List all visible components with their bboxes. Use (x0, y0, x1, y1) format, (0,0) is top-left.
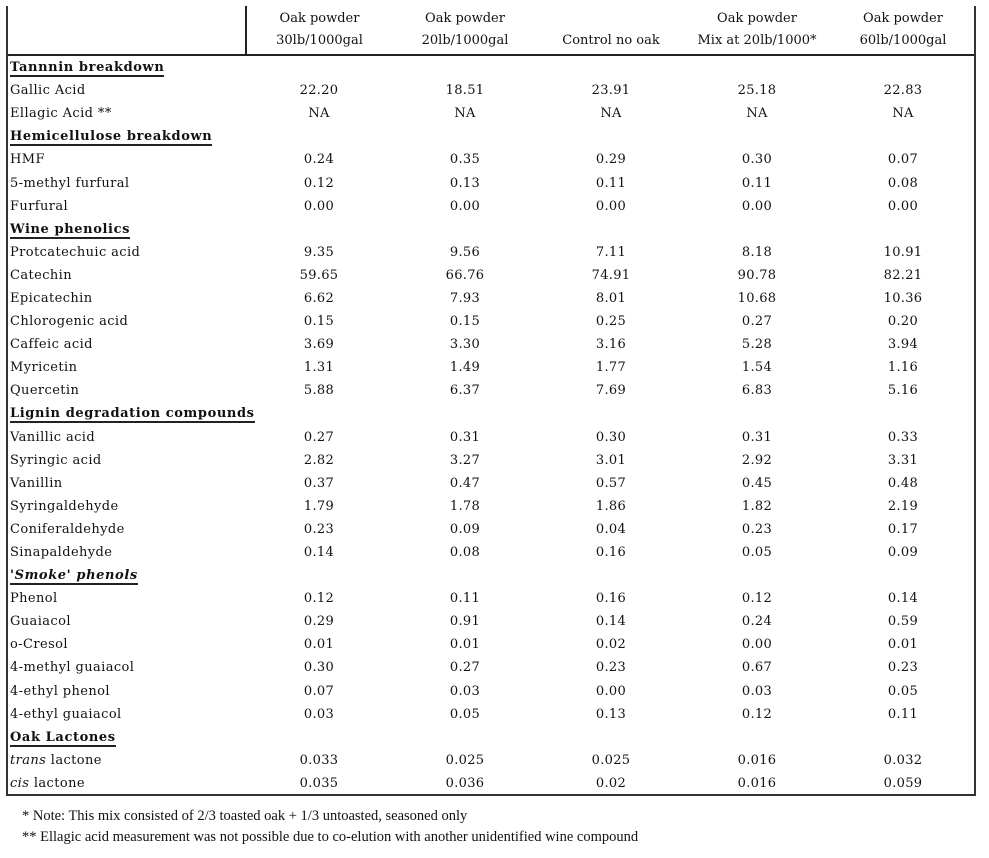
col-header-line1: Oak powder (863, 11, 943, 26)
value-cell: 7.69 (595, 383, 627, 399)
value-cell: 0.02 (595, 775, 627, 791)
table-row (6, 379, 976, 402)
value-cell: 0.05 (741, 545, 773, 561)
row-label: HMF (10, 152, 45, 168)
value-cell: 74.91 (591, 267, 631, 283)
value-cell: 59.65 (299, 267, 339, 283)
table-row (6, 426, 976, 449)
row-label: Caffeic acid (10, 337, 93, 353)
section-title: 'Smoke' phenols (10, 568, 138, 584)
section-title: Wine phenolics (10, 221, 131, 237)
row-label: 4-ethyl phenol (10, 683, 110, 699)
oak-compounds-table (6, 6, 976, 795)
value-cell: 1.79 (303, 498, 335, 514)
row-label: 4-ethyl guaiacol (10, 706, 122, 722)
table-row (6, 148, 976, 171)
value-cell: 0.23 (741, 521, 773, 537)
value-cell: 0.23 (303, 521, 335, 537)
value-cell: 10.91 (883, 244, 923, 260)
value-cell: 0.00 (449, 198, 481, 214)
value-cell: 0.12 (303, 175, 335, 191)
value-cell: 5.28 (741, 337, 773, 353)
value-cell: 0.07 (303, 683, 335, 699)
value-cell: 0.00 (887, 198, 919, 214)
value-cell: 0.30 (595, 429, 627, 445)
section-title-cell (6, 564, 976, 587)
value-cell: 0.02 (595, 637, 627, 653)
table-row (6, 772, 976, 795)
value-cell: 1.77 (595, 360, 627, 376)
value-cell: 0.15 (303, 314, 335, 330)
footnotes (22, 806, 638, 848)
section-header-row (6, 125, 976, 148)
table-row (6, 241, 976, 264)
col-header-line1: Oak powder (717, 11, 797, 26)
row-label-suffix: lactone (29, 775, 85, 791)
value-cell: 0.025 (445, 752, 485, 768)
table-row (6, 287, 976, 310)
table-row (6, 518, 976, 541)
value-cell: 0.00 (741, 198, 773, 214)
value-cell: 0.01 (887, 637, 919, 653)
value-cell: 0.059 (883, 775, 923, 791)
col-header-line1 (538, 6, 684, 30)
col-header-line1: Oak powder (279, 11, 360, 26)
row-label: o-Cresol (10, 637, 68, 653)
value-cell: 0.01 (303, 637, 335, 653)
section-header-row (6, 402, 976, 425)
value-cell: NA (892, 106, 914, 122)
value-cell: 1.86 (595, 498, 627, 514)
section-header-row (6, 564, 976, 587)
row-label: 4-methyl guaiacol (10, 660, 135, 676)
value-cell: 0.37 (303, 475, 335, 491)
value-cell: 0.91 (449, 614, 481, 630)
value-cell: 0.14 (595, 614, 627, 630)
value-cell: 10.68 (737, 290, 777, 306)
value-cell: 0.03 (741, 683, 773, 699)
value-cell: 0.11 (741, 175, 773, 191)
table-row (6, 472, 976, 495)
value-cell: 5.16 (887, 383, 919, 399)
value-cell: 3.01 (595, 452, 627, 468)
section-header-row (6, 218, 976, 241)
value-cell: 0.08 (887, 175, 919, 191)
footnote-ellagic: ** Ellagic acid measurement was not possible due to co-elution with another unidentified wine compound (22, 829, 639, 845)
table-row (6, 495, 976, 518)
value-cell: 0.05 (449, 706, 481, 722)
value-cell: 0.036 (445, 775, 485, 791)
section-title: Tannnin breakdown (10, 60, 165, 76)
value-cell: 0.11 (595, 175, 627, 191)
value-cell: 0.11 (449, 591, 481, 607)
section-title: Oak Lactones (10, 729, 116, 745)
row-label: 5-methyl furfural (10, 175, 130, 191)
value-cell: 0.47 (449, 475, 481, 491)
row-label: Coniferaldehyde (10, 521, 125, 537)
row-label: Myricetin (10, 360, 78, 376)
value-cell: 0.00 (303, 198, 335, 214)
value-cell: 0.35 (449, 152, 481, 168)
value-cell: 3.30 (449, 337, 481, 353)
row-label: Sinapaldehyde (10, 545, 113, 561)
row-label: Quercetin (10, 383, 80, 399)
value-cell: 0.03 (449, 683, 481, 699)
value-cell: 0.27 (449, 660, 481, 676)
row-label: Vanillin (10, 475, 63, 491)
value-cell: 0.48 (887, 475, 919, 491)
data-table-container (6, 6, 976, 795)
value-cell: 23.91 (591, 83, 631, 99)
value-cell: 22.83 (883, 83, 923, 99)
value-cell: 0.033 (299, 752, 339, 768)
section-title-cell (6, 218, 976, 241)
value-cell: 0.016 (737, 775, 777, 791)
row-label: Chlorogenic acid (10, 314, 129, 330)
table-row (6, 310, 976, 333)
value-cell: 0.12 (741, 591, 773, 607)
value-cell: 5.88 (303, 383, 335, 399)
value-cell: 0.29 (595, 152, 627, 168)
value-cell: 0.11 (887, 706, 919, 722)
value-cell: 2.82 (303, 452, 335, 468)
value-cell: 1.49 (449, 360, 481, 376)
table-row (6, 703, 976, 726)
value-cell: 3.31 (887, 452, 919, 468)
table-row (6, 171, 976, 194)
section-header-row (6, 726, 976, 749)
value-cell: 0.00 (595, 683, 627, 699)
row-label (6, 749, 246, 772)
table-row (6, 541, 976, 564)
footnote-mix: * Note: This mix consisted of 2/3 toasted oak + 1/3 untoasted, seasoned only (22, 808, 468, 824)
value-cell: 0.09 (449, 521, 481, 537)
section-title-cell (6, 125, 976, 148)
col-header-line2: 20lb/1000gal (392, 30, 538, 55)
value-cell: 22.20 (299, 83, 339, 99)
value-cell: 0.23 (887, 660, 919, 676)
value-cell: 0.15 (449, 314, 481, 330)
value-cell: 0.14 (887, 591, 919, 607)
value-cell: 90.78 (737, 267, 777, 283)
section-header-row (6, 55, 976, 79)
header-row-2 (6, 30, 976, 55)
table-row (6, 587, 976, 610)
col-header-line2: 60lb/1000gal (830, 30, 976, 55)
table-row (6, 264, 976, 287)
section-title-cell (6, 726, 976, 749)
col-header-line2: Mix at 20lb/1000* (684, 30, 830, 55)
value-cell: 0.30 (741, 152, 773, 168)
value-cell: 82.21 (883, 267, 923, 283)
value-cell: 9.56 (449, 244, 481, 260)
value-cell: 0.12 (303, 591, 335, 607)
header-row-1 (6, 6, 976, 30)
table-row (6, 356, 976, 379)
value-cell: 0.24 (741, 614, 773, 630)
value-cell: 1.31 (303, 360, 335, 376)
table-row (6, 656, 976, 679)
header-corner (6, 30, 246, 55)
value-cell: 0.16 (595, 591, 627, 607)
section-title-cell (6, 55, 976, 79)
table-row (6, 680, 976, 703)
value-cell: 0.67 (741, 660, 773, 676)
value-cell: NA (600, 106, 622, 122)
table-body (6, 55, 976, 795)
value-cell: 0.016 (737, 752, 777, 768)
value-cell: 8.18 (741, 244, 773, 260)
table-row (6, 610, 976, 633)
value-cell: 0.01 (449, 637, 481, 653)
row-label: Syringic acid (10, 452, 102, 468)
section-title-cell (6, 402, 976, 425)
value-cell: 6.83 (741, 383, 773, 399)
value-cell: 0.33 (887, 429, 919, 445)
value-cell: 0.09 (887, 545, 919, 561)
row-label: Ellagic Acid ** (10, 106, 112, 122)
header-corner (6, 6, 246, 30)
row-label: Vanillic acid (10, 429, 96, 445)
value-cell: 0.24 (303, 152, 335, 168)
row-label (6, 772, 246, 795)
table-row (6, 333, 976, 356)
value-cell: 1.54 (741, 360, 773, 376)
value-cell: 66.76 (445, 267, 485, 283)
value-cell: 0.27 (303, 429, 335, 445)
value-cell: 0.12 (741, 706, 773, 722)
row-label: Guaiacol (10, 614, 71, 630)
row-label: Furfural (10, 198, 69, 214)
value-cell: 7.11 (595, 244, 627, 260)
col-header-line1: Oak powder (425, 11, 505, 26)
value-cell: 0.31 (449, 429, 481, 445)
value-cell: 0.31 (741, 429, 773, 445)
value-cell: 0.04 (595, 521, 627, 537)
row-label: Phenol (10, 591, 58, 607)
value-cell: 0.16 (595, 545, 627, 561)
row-label: Protcatechuic acid (10, 244, 141, 260)
value-cell: 1.78 (449, 498, 481, 514)
value-cell: 0.59 (887, 614, 919, 630)
row-label-prefix: trans (10, 752, 47, 768)
row-label: Syringaldehyde (10, 498, 119, 514)
value-cell: 9.35 (303, 244, 335, 260)
row-label: Gallic Acid (10, 83, 86, 99)
section-title: Hemicellulose breakdown (10, 129, 213, 145)
value-cell: 3.16 (595, 337, 627, 353)
table-row (6, 195, 976, 218)
section-title: Lignin degradation compounds (10, 406, 255, 422)
row-label: Catechin (10, 267, 72, 283)
value-cell: 0.27 (741, 314, 773, 330)
value-cell: 0.25 (595, 314, 627, 330)
value-cell: 3.27 (449, 452, 481, 468)
value-cell: NA (746, 106, 768, 122)
table-row (6, 79, 976, 102)
value-cell: 7.93 (449, 290, 481, 306)
value-cell: 0.00 (741, 637, 773, 653)
value-cell: 18.51 (445, 83, 485, 99)
value-cell: 0.13 (449, 175, 481, 191)
value-cell: 0.30 (303, 660, 335, 676)
value-cell: 0.17 (887, 521, 919, 537)
value-cell: 0.20 (887, 314, 919, 330)
value-cell: 8.01 (595, 290, 627, 306)
value-cell: 0.45 (741, 475, 773, 491)
value-cell: 0.23 (595, 660, 627, 676)
value-cell: 25.18 (737, 83, 777, 99)
value-cell: 0.13 (595, 706, 627, 722)
value-cell: 6.62 (303, 290, 335, 306)
value-cell: 0.032 (883, 752, 923, 768)
row-label-prefix: cis (10, 775, 30, 791)
value-cell: 6.37 (449, 383, 481, 399)
value-cell: 10.36 (883, 290, 923, 306)
value-cell: 0.00 (595, 198, 627, 214)
value-cell: 2.92 (741, 452, 773, 468)
table-row (6, 102, 976, 125)
value-cell: NA (454, 106, 476, 122)
row-label: Epicatechin (10, 290, 93, 306)
value-cell: 0.57 (595, 475, 627, 491)
value-cell: 0.14 (303, 545, 335, 561)
value-cell: 0.035 (299, 775, 339, 791)
value-cell: 2.19 (887, 498, 919, 514)
value-cell: 0.07 (887, 152, 919, 168)
value-cell: 1.82 (741, 498, 773, 514)
col-header-line2: 30lb/1000gal (246, 30, 392, 55)
value-cell: NA (308, 106, 330, 122)
value-cell: 3.94 (887, 337, 919, 353)
value-cell: 0.025 (591, 752, 631, 768)
value-cell: 0.03 (303, 706, 335, 722)
table-row (6, 633, 976, 656)
value-cell: 3.69 (303, 337, 335, 353)
table-row (6, 449, 976, 472)
row-label-suffix: lactone (46, 752, 102, 768)
value-cell: 0.05 (887, 683, 919, 699)
value-cell: 0.08 (449, 545, 481, 561)
col-header-line2: Control no oak (538, 30, 684, 55)
value-cell: 1.16 (887, 360, 919, 376)
value-cell: 0.29 (303, 614, 335, 630)
table-row (6, 749, 976, 772)
